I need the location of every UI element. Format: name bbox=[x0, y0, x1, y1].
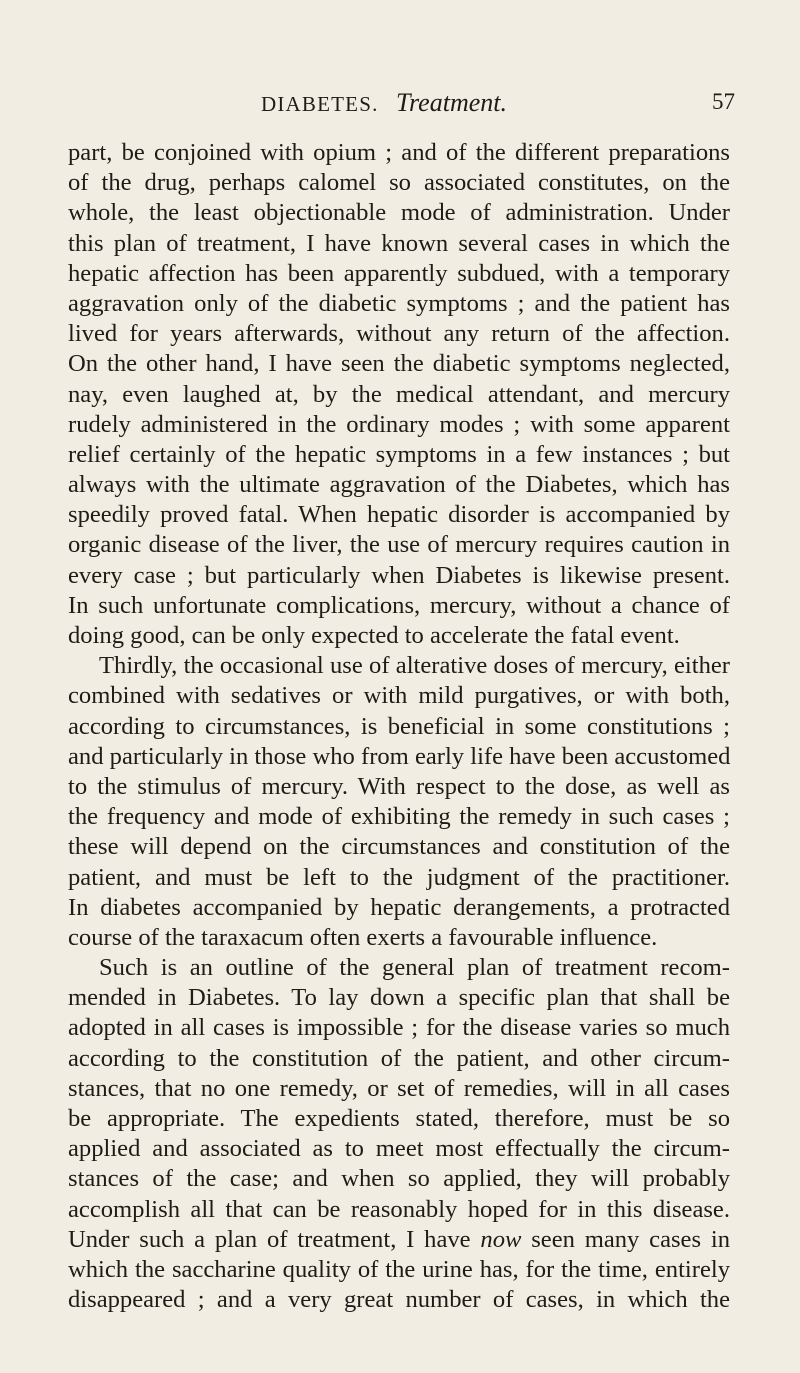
body-text bbox=[68, 138, 730, 1315]
text-segment: seen many cases in bbox=[531, 1225, 730, 1253]
text-line: always with the ultimate aggravation of the Diabetes, which has bbox=[68, 471, 730, 499]
text-line: part, be conjoined with opium ; and of the different preparations bbox=[68, 139, 730, 166]
text-line-with-emphasis bbox=[68, 1225, 730, 1255]
text-line: course of the taraxacum often exerts a favourable influence. bbox=[68, 923, 658, 951]
text-line: doing good, can be only expected to accelerate the fatal event. bbox=[68, 622, 680, 649]
text-line: whole, the least objectionable mode of administration. Under bbox=[68, 199, 730, 227]
text-line: to the stimulus of mercury. With respect to the dose, as well as bbox=[68, 772, 730, 800]
running-head-section: DIABETES. bbox=[261, 92, 379, 116]
text-line: mended in Diabetes. To lay down a specific plan that shall be bbox=[68, 984, 730, 1012]
text-line: applied and associated as to meet most effectually the circum- bbox=[68, 1135, 730, 1163]
text-line: disappeared ; and a very great number of cases, in which the bbox=[68, 1286, 730, 1314]
text-line: stances, that no one remedy, or set of remedies, will in all cases bbox=[68, 1074, 730, 1102]
text-line: In diabetes accompanied by hepatic derangements, a protracted bbox=[68, 893, 730, 921]
text-line: patient, and must be left to the judgment of the practitioner. bbox=[68, 863, 730, 891]
text-line: relief certainly of the hepatic symptoms in a few instances ; but bbox=[68, 440, 730, 468]
text-line: hepatic affection has been apparently subdued, with a temporary bbox=[68, 259, 730, 287]
text-line: these will depend on the circumstances and constitution of the bbox=[68, 833, 730, 861]
text-line: according to circumstances, is beneficial in some constitutions ; bbox=[68, 712, 730, 740]
text-line: adopted in all cases is impossible ; for the disease varies so much bbox=[68, 1014, 730, 1042]
text-line: and particularly in those who from early life have been accustomed bbox=[68, 742, 731, 770]
page-number: 57 bbox=[712, 89, 735, 114]
text-line: lived for years afterwards, without any return of the affection. bbox=[68, 320, 730, 348]
text-line: of the drug, perhaps calomel so associated constitutes, on the bbox=[68, 169, 730, 197]
text-line-paragraph-start: Thirdly, the occasional use of alterative doses of mercury, either bbox=[99, 652, 730, 680]
text-line: organic disease of the liver, the use of mercury requires caution in bbox=[68, 531, 730, 559]
text-line: stances of the case; and when so applied, they will probably bbox=[68, 1165, 730, 1193]
text-line: On the other hand, I have seen the diabetic symptoms neglected, bbox=[68, 350, 730, 378]
text-line: nay, even laughed at, by the medical attendant, and mercury bbox=[68, 380, 730, 408]
text-line: In such unfortunate complications, mercury, without a chance of bbox=[68, 591, 730, 619]
text-line: this plan of treatment, I have known several cases in which the bbox=[68, 229, 730, 257]
text-line: be appropriate. The expedients stated, therefore, must be so bbox=[68, 1105, 730, 1132]
text-line: combined with sedatives or with mild purgatives, or with both, bbox=[68, 682, 730, 710]
running-head bbox=[0, 88, 800, 122]
text-line: rudely administered in the ordinary modes ; with some apparent bbox=[68, 410, 730, 438]
text-segment: Under such a plan of treatment, I have bbox=[68, 1225, 471, 1253]
text-line: the frequency and mode of exhibiting the remedy in such cases ; bbox=[68, 803, 730, 831]
text-line: aggravation only of the diabetic symptoms ; and the patient has bbox=[68, 289, 730, 317]
text-line: accomplish all that can be reasonably hoped for in this disease. bbox=[68, 1195, 730, 1223]
running-head-title: Treatment. bbox=[396, 88, 507, 117]
text-line: speedily proved fatal. When hepatic disorder is accompanied by bbox=[68, 501, 730, 529]
text-line: according to the constitution of the patient, and other circum- bbox=[68, 1044, 730, 1072]
text-line-paragraph-start: Such is an outline of the general plan of treatment recom- bbox=[99, 954, 730, 982]
text-line: every case ; but particularly when Diabetes is likewise present. bbox=[68, 561, 730, 589]
emphasis-now: now bbox=[480, 1225, 522, 1253]
text-line: which the saccharine quality of the urine has, for the time, entirely bbox=[68, 1255, 730, 1283]
